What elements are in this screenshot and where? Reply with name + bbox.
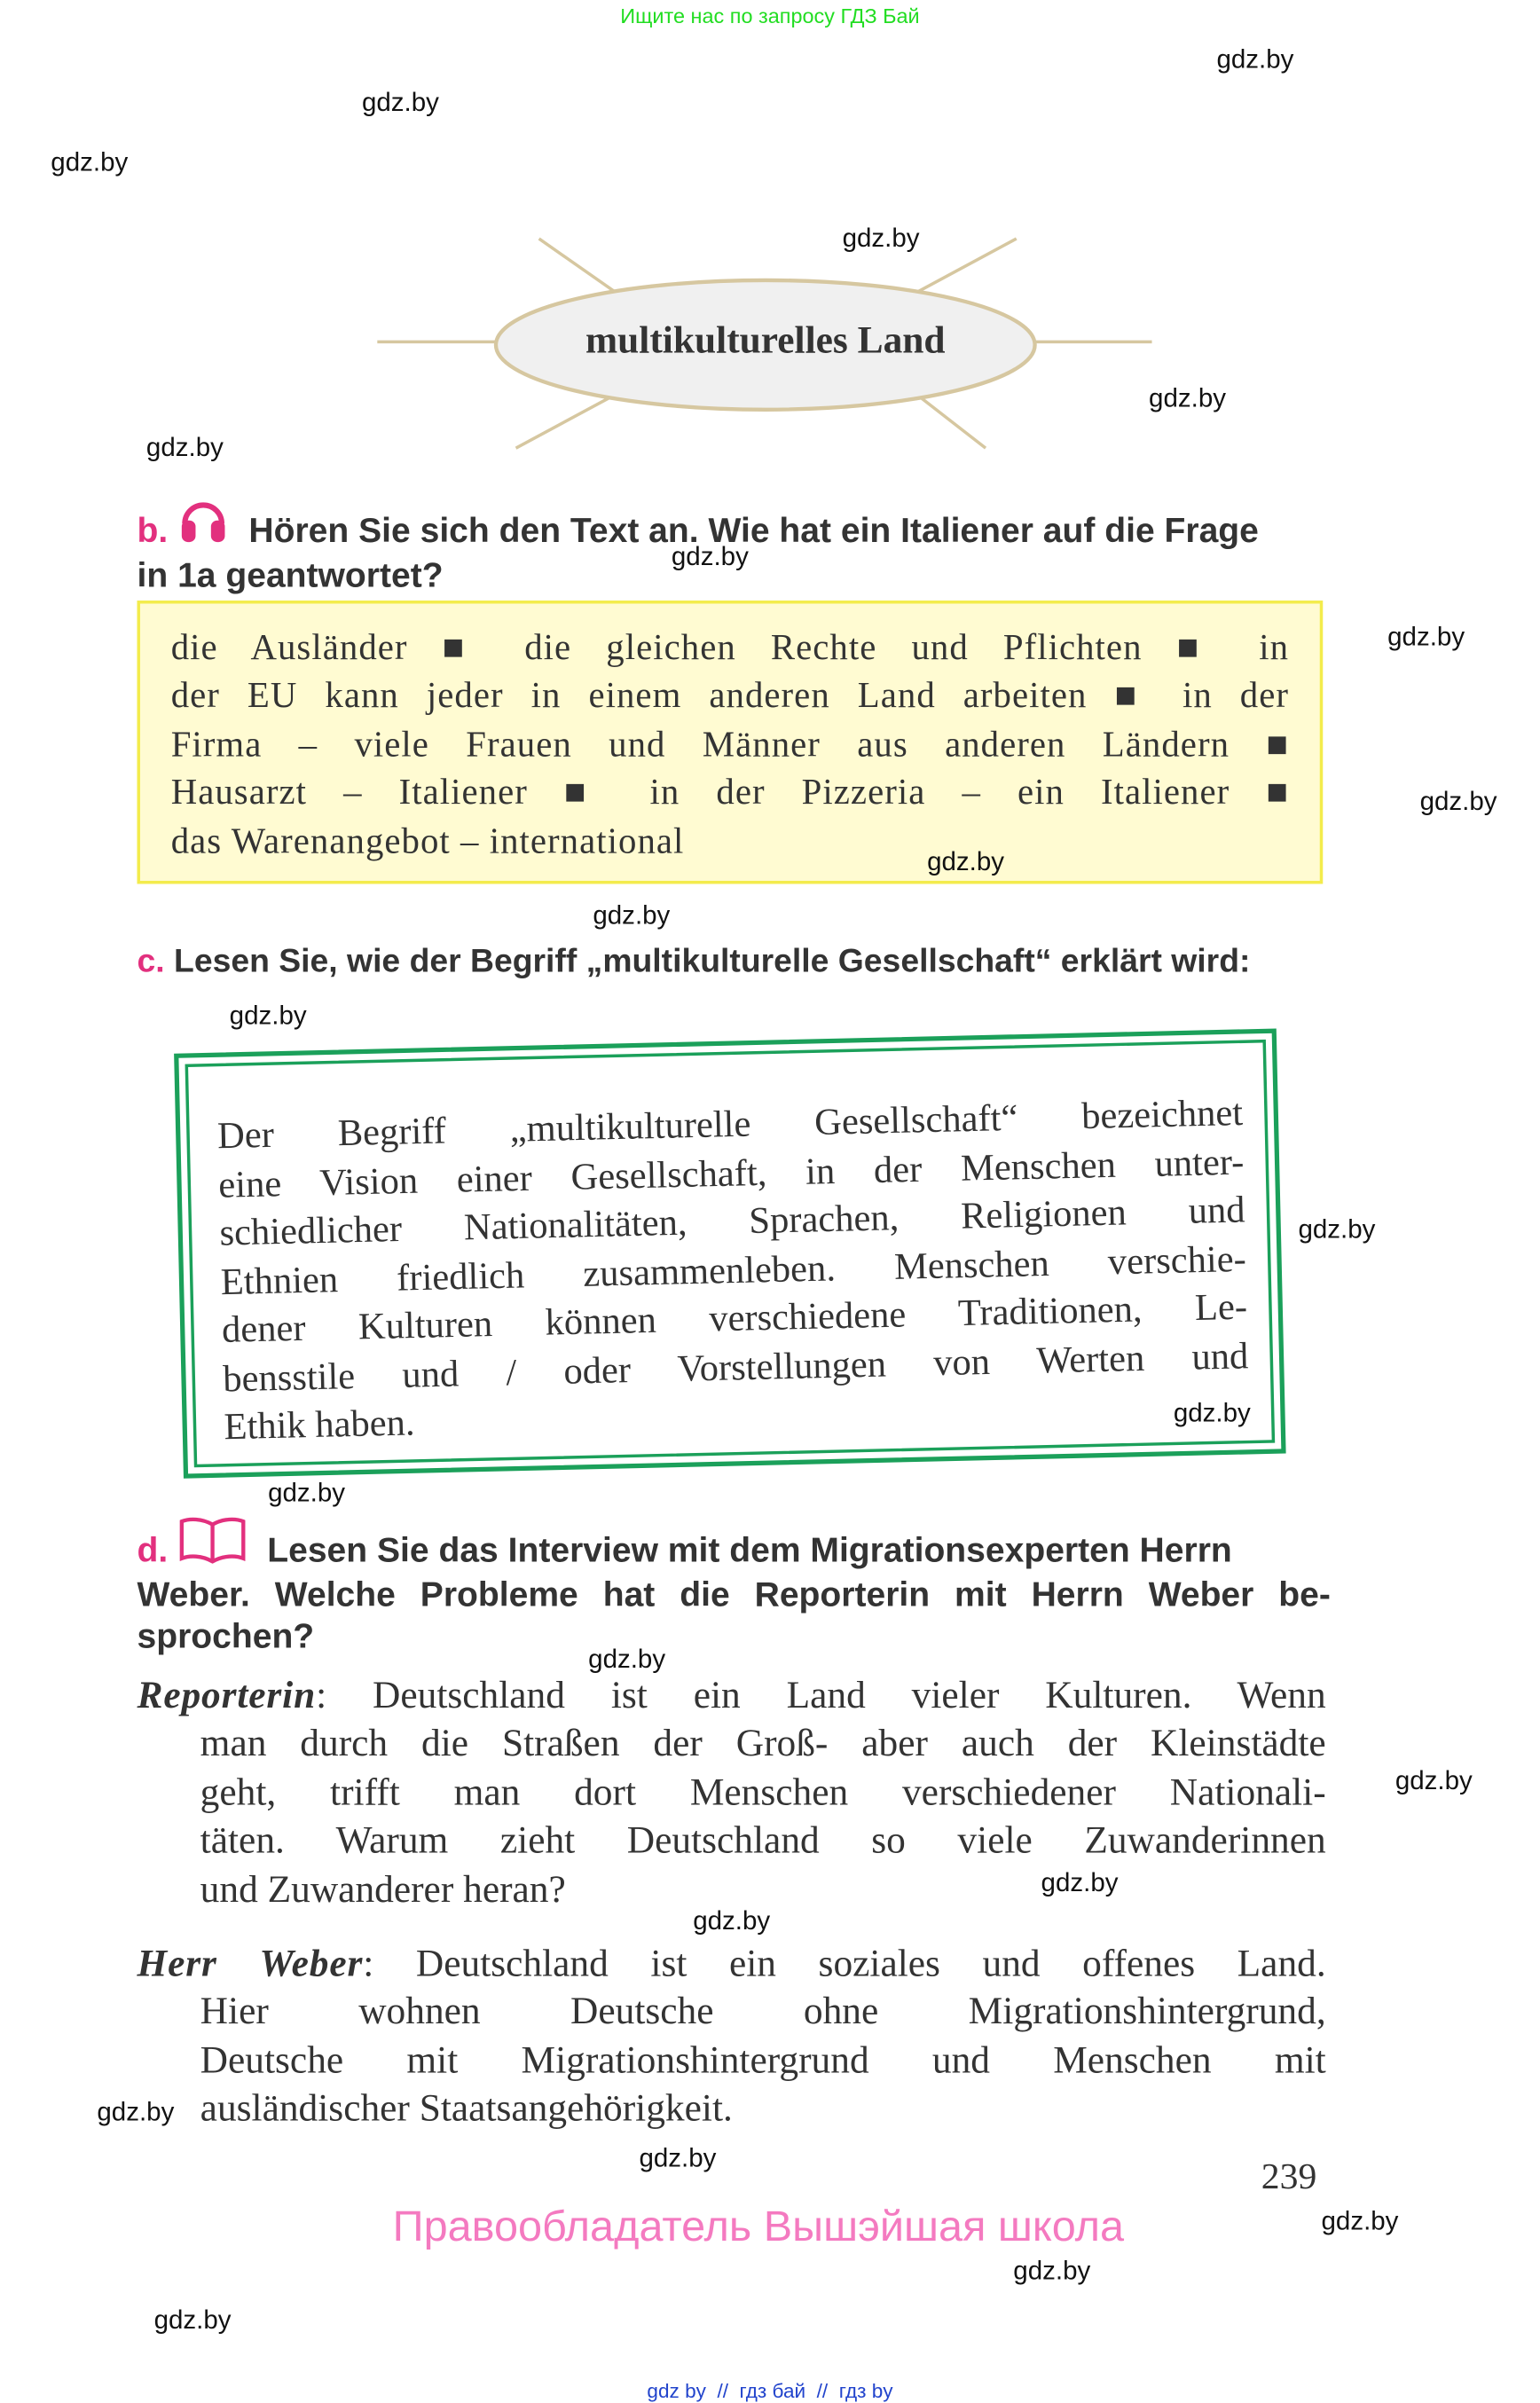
dialogue-herr-weber: Herr Weber: Deutschland ist ein soziales und offenes Land. Hier wohnen Deutsche ohne Migrationshintergrund, Deutsche mit Migrationshintergrund und Menschen mit ausländischer Staatsangehörigkeit. bbox=[137, 1943, 1326, 2131]
task-c-heading: c. Lesen Sie, wie der Begriff „multikulturelle Gesellschaft“ erklärt wird: bbox=[137, 942, 1251, 980]
watermark: gdz.by bbox=[842, 223, 920, 253]
watermark: gdz.by bbox=[1321, 2206, 1399, 2236]
watermark: gdz.by bbox=[1387, 622, 1465, 652]
watermark: gdz.by bbox=[153, 2305, 232, 2335]
definition-line: Ethnien friedlich zusammenleben. Menschen verschie- bbox=[220, 1237, 1247, 1303]
definition-line: bensstile und / oder Vorstellungen von Werten und bbox=[222, 1334, 1249, 1401]
keywords-line: Hausarzt – Italiener ■ in der Pizzeria – ein Italiener ■ bbox=[170, 773, 1290, 813]
task-letter: d. bbox=[137, 1530, 169, 1569]
mindmap-center-label: multikulturelles Land bbox=[585, 320, 946, 362]
task-letter: b. bbox=[137, 511, 169, 550]
watermark: gdz.by bbox=[1013, 2256, 1091, 2286]
watermark: gdz.by bbox=[1149, 383, 1227, 413]
watermark: gdz.by bbox=[671, 542, 749, 572]
watermark: gdz.by bbox=[1298, 1214, 1376, 1245]
watermark: gdz.by bbox=[1419, 787, 1497, 817]
watermark: gdz.by bbox=[268, 1478, 346, 1508]
mindmap-branch bbox=[539, 239, 617, 293]
speaker-name: Reporterin bbox=[137, 1675, 317, 1717]
keywords-line: das Warenangebot – international bbox=[170, 821, 685, 862]
definition-line: Ethik haben. bbox=[224, 1402, 415, 1449]
mindmap-branch bbox=[916, 239, 1017, 293]
definition-line: dener Kulturen können verschiedene Traditionen, Le- bbox=[221, 1286, 1248, 1352]
task-d-heading: d. Lesen Sie das Interview mit dem Migrationsexperten Herrn Weber. Welche Probleme hat die Reporterin mit Herrn Weber be- sprochen? bbox=[138, 1515, 1331, 1657]
headphones-icon[interactable] bbox=[177, 493, 239, 554]
watermark: gdz.by bbox=[1395, 1766, 1473, 1796]
watermark: gdz.by bbox=[145, 432, 224, 462]
task-letter: c. bbox=[137, 942, 165, 980]
watermark: gdz.by bbox=[639, 2143, 717, 2173]
definition-line: schiedlicher Nationalitäten, Sprachen, Religionen und bbox=[219, 1189, 1245, 1254]
watermark: gdz.by bbox=[588, 1645, 666, 1675]
mindmap-branch bbox=[916, 394, 986, 448]
speaker-name: Herr Weber bbox=[137, 1943, 364, 1985]
keywords-line: die Ausländer ■ die gleichen Rechte und Pflichten ■ in bbox=[170, 628, 1290, 669]
watermark: gdz.by bbox=[97, 2097, 175, 2127]
watermark: gdz.by bbox=[927, 846, 1005, 876]
mindmap-branch bbox=[516, 394, 617, 448]
page-number: 239 bbox=[1261, 2157, 1317, 2198]
watermark: gdz.by bbox=[593, 900, 671, 931]
definition-line: eine Vision einer Gesellschaft, in der Menschen unter- bbox=[217, 1141, 1245, 1206]
keywords-box bbox=[138, 601, 1324, 883]
copyright-notice: Правообладатель Вышэйшая школа bbox=[392, 2202, 1125, 2250]
footer-links[interactable]: gdz by // гдз бай // гдз by bbox=[647, 2379, 893, 2403]
keywords-line: Firma – viele Frauen und Männer aus anderen Ländern ■ bbox=[170, 725, 1290, 766]
search-hint: Ищите нас по запросу ГДЗ Бай bbox=[620, 4, 920, 28]
watermark: gdz.by bbox=[229, 1001, 307, 1031]
watermark: gdz.by bbox=[361, 87, 439, 117]
definition-line: Der Begriff „multikulturelle Gesellschaft“ bezeichnet bbox=[216, 1092, 1244, 1158]
keywords-line: der EU kann jeder in einem anderen Land arbeiten ■ in der bbox=[170, 676, 1290, 717]
watermark: gdz.by bbox=[51, 147, 129, 177]
watermark: gdz.by bbox=[1041, 1867, 1119, 1897]
dialogue-reporterin: Reporterin: Deutschland ist ein Land vieler Kulturen. Wenn man durch die Straßen der Groß- aber auch der Kleinstädte geht, trifft man dort Menschen verschiedener Nationali- täten. Warum zieht Deutschland so viele Zuwanderinnen und Zuwanderer heran? bbox=[137, 1675, 1326, 1911]
watermark: gdz.by bbox=[693, 1906, 771, 1936]
open-book-icon[interactable] bbox=[177, 1515, 257, 1574]
definition-box bbox=[174, 1028, 1286, 1478]
watermark: gdz.by bbox=[1216, 44, 1294, 75]
watermark: gdz.by bbox=[1173, 1398, 1251, 1428]
task-b-heading: b. Hören Sie sich den Text an. Wie hat ein Italiener auf die Frage in 1a geantwortet? bbox=[138, 493, 1331, 596]
